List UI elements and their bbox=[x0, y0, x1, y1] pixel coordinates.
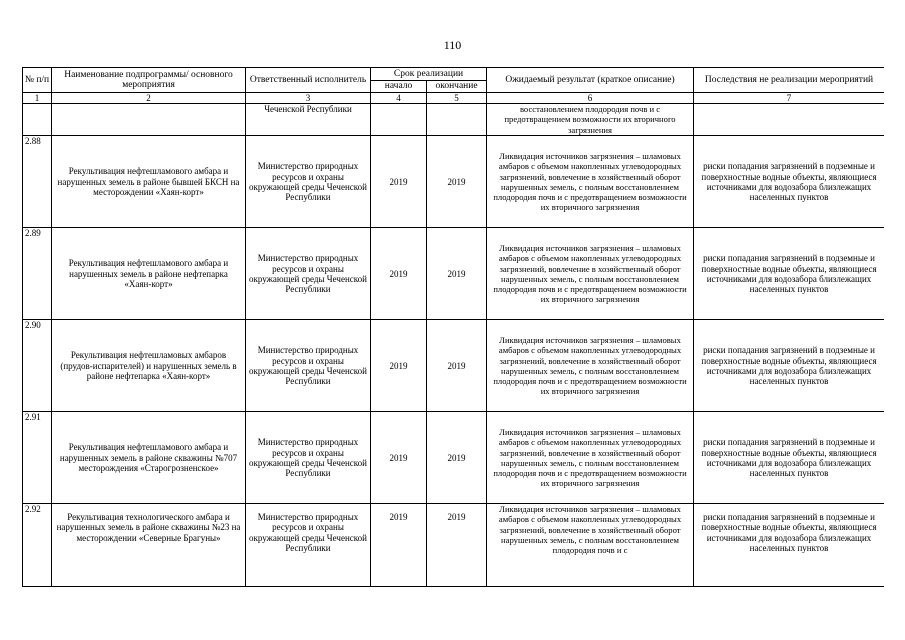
row-name: Рекультивация технологического амбара и нарушенных земель в районе скважины №23 на месторождении «Северные Брагуны» bbox=[52, 504, 246, 587]
row-responsible: Чеченской Республики bbox=[246, 104, 371, 136]
row-consequences: риски попадания загрязнений в подземные и поверхностные водные объекты, являющиеся источниками для водозабора близлежащих населенных пунктов bbox=[694, 320, 884, 412]
header-result: Ожидаемый результат (краткое описание) bbox=[487, 68, 694, 93]
row-result: Ликвидация источников загрязнения – шламовых амбаров с объемом накопленных углеводородных загрязнений, вовлечение в хозяйственный оборот нарушенных земель, с полным восстановлением плодородия почв и с предотвращением возможности их вторичного загрязнения bbox=[487, 136, 694, 228]
program-table bbox=[22, 67, 884, 587]
row-start: 2019 bbox=[371, 228, 427, 320]
row-consequences: риски попадания загрязнений в подземные и поверхностные водные объекты, являющиеся источниками для водозабора близлежащих населенных пунктов bbox=[694, 136, 884, 228]
table-row bbox=[23, 504, 885, 587]
table-row bbox=[23, 136, 885, 228]
column-numbers-row bbox=[23, 93, 885, 104]
table-row bbox=[23, 320, 885, 412]
row-responsible: Министерство природных ресурсов и охраны окружающей среды Чеченской Республики bbox=[246, 412, 371, 504]
row-consequences: риски попадания загрязнений в подземные и поверхностные водные объекты, являющиеся источниками для водозабора близлежащих населенных пунктов bbox=[694, 228, 884, 320]
row-name-cell bbox=[52, 104, 246, 136]
column-number: 4 bbox=[371, 93, 427, 104]
row-consequences bbox=[694, 104, 884, 136]
continuation-row bbox=[23, 104, 885, 136]
row-num: 2.90 bbox=[23, 320, 52, 412]
row-start: 2019 bbox=[371, 504, 427, 587]
row-start: 2019 bbox=[371, 136, 427, 228]
header-name: Наименование подпрограммы/ основного мероприятия bbox=[52, 68, 246, 93]
table-row bbox=[23, 228, 885, 320]
header-responsible: Ответственный исполнитель bbox=[246, 68, 371, 93]
column-number: 6 bbox=[487, 93, 694, 104]
row-responsible: Министерство природных ресурсов и охраны окружающей среды Чеченской Республики bbox=[246, 320, 371, 412]
row-start: 2019 bbox=[371, 320, 427, 412]
header-num: № п/п bbox=[23, 68, 52, 93]
header-row bbox=[23, 68, 885, 81]
row-start bbox=[371, 104, 427, 136]
row-responsible: Министерство природных ресурсов и охраны окружающей среды Чеченской Республики bbox=[246, 504, 371, 587]
column-number: 1 bbox=[23, 93, 52, 104]
row-result: Ликвидация источников загрязнения – шламовых амбаров с объемом накопленных углеводородных загрязнений, вовлечение в хозяйственный оборот нарушенных земель, с полным восстановлением плодородия почв и с bbox=[487, 504, 694, 587]
row-responsible: Министерство природных ресурсов и охраны окружающей среды Чеченской Республики bbox=[246, 228, 371, 320]
row-consequences: риски попадания загрязнений в подземные и поверхностные водные объекты, являющиеся источниками для водозабора близлежащих населенных пунктов bbox=[694, 504, 884, 587]
column-number: 7 bbox=[694, 93, 884, 104]
column-number: 3 bbox=[246, 93, 371, 104]
row-end: 2019 bbox=[427, 504, 487, 587]
header-start: начало bbox=[371, 81, 427, 93]
header-period: Срок реализации bbox=[371, 68, 487, 81]
column-number: 2 bbox=[52, 93, 246, 104]
row-responsible: Министерство природных ресурсов и охраны окружающей среды Чеченской Республики bbox=[246, 136, 371, 228]
row-name: Рекультивация нефтешламового амбара и нарушенных земель в районе бывшей БКСН на месторождении «Хаян-корт» bbox=[52, 136, 246, 228]
row-end: 2019 bbox=[427, 320, 487, 412]
row-consequences: риски попадания загрязнений в подземные и поверхностные водные объекты, являющиеся источниками для водозабора близлежащих населенных пунктов bbox=[694, 412, 884, 504]
page-number: 110 bbox=[443, 38, 462, 52]
row-end bbox=[427, 104, 487, 136]
row-num: 2.89 bbox=[23, 228, 52, 320]
row-name: Рекультивация нефтешламового амбара и нарушенных земель в районе нефтепарка «Хаян-корт» bbox=[52, 228, 246, 320]
row-name: Рекультивация нефтешламового амбара и нарушенных земель в районе скважины №707 месторождения «Старогрозненское» bbox=[52, 412, 246, 504]
row-end: 2019 bbox=[427, 136, 487, 228]
row-result: Ликвидация источников загрязнения – шламовых амбаров с объемом накопленных углеводородных загрязнений, вовлечение в хозяйственный оборот нарушенных земель, с полным восстановлением плодородия почв и с предотвращением возможности их вторичного загрязнения bbox=[487, 228, 694, 320]
row-end: 2019 bbox=[427, 412, 487, 504]
row-start: 2019 bbox=[371, 412, 427, 504]
header-end: окончание bbox=[427, 81, 487, 93]
row-num: 2.92 bbox=[23, 504, 52, 587]
row-result: Ликвидация источников загрязнения – шламовых амбаров с объемом накопленных углеводородных загрязнений, вовлечение в хозяйственный оборот нарушенных земель, с полным восстановлением плодородия почв и с предотвращением возможности их вторичного загрязнения bbox=[487, 320, 694, 412]
header-consequences: Последствия не реализации мероприятий bbox=[694, 68, 884, 93]
row-end: 2019 bbox=[427, 228, 487, 320]
table-container bbox=[22, 67, 884, 640]
row-result: Ликвидация источников загрязнения – шламовых амбаров с объемом накопленных углеводородных загрязнений, вовлечение в хозяйственный оборот нарушенных земель, с полным восстановлением плодородия почв и с предотвращением возможности их вторичного загрязнения bbox=[487, 412, 694, 504]
row-name: Рекультивация нефтешламовых амбаров (прудов-испарителей) и нарушенных земель в районе нефтепарка «Хаян-корт» bbox=[52, 320, 246, 412]
row-num-cell bbox=[23, 104, 52, 136]
table-row bbox=[23, 412, 885, 504]
row-num: 2.91 bbox=[23, 412, 52, 504]
row-num: 2.88 bbox=[23, 136, 52, 228]
column-number: 5 bbox=[427, 93, 487, 104]
row-result: восстановлением плодородия почв и с предотвращением возможности их вторичного загрязнения bbox=[487, 104, 694, 136]
